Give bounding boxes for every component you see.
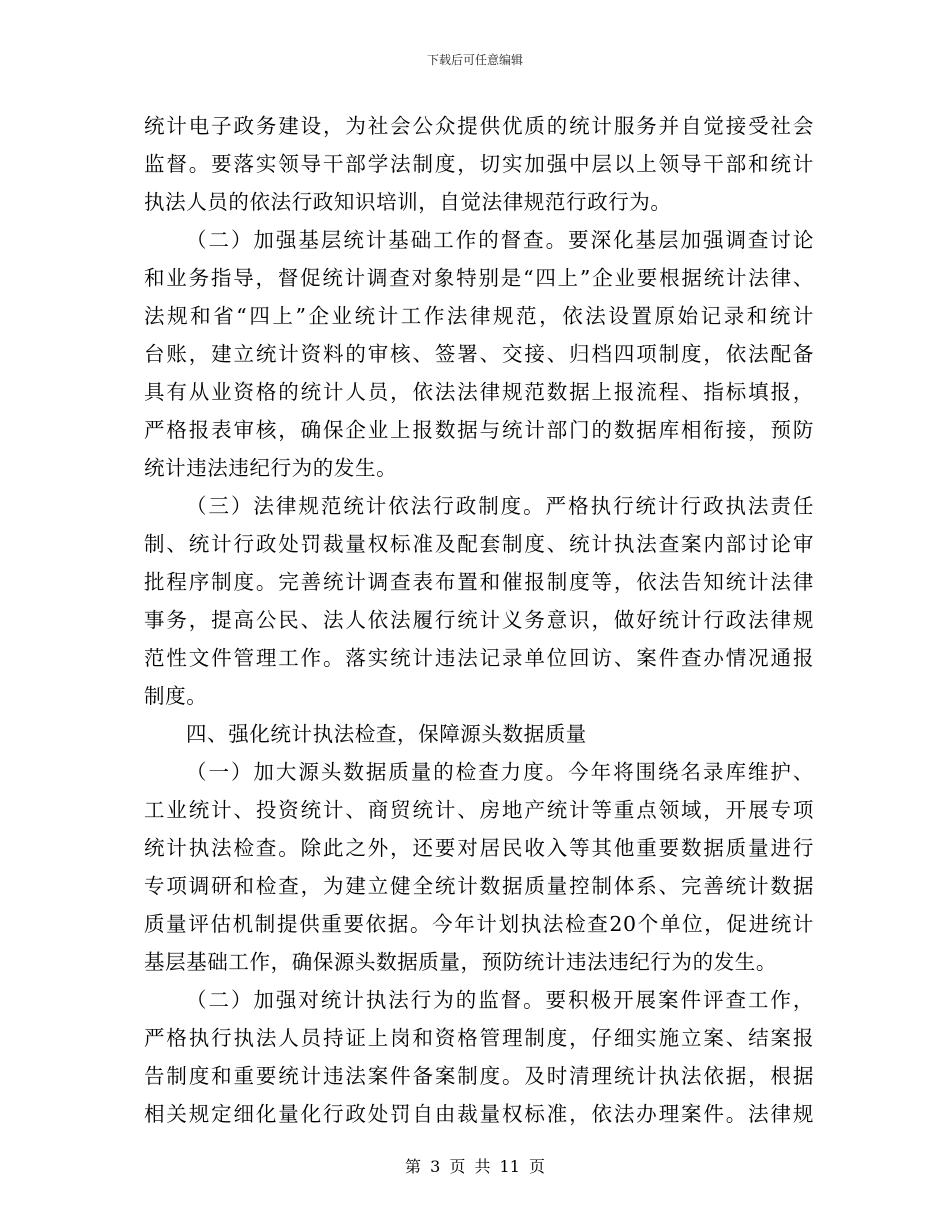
text-line: 法规和省“四上”企业统计工作法律规范，依法设置原始记录和统计 [144, 304, 814, 328]
page-header: 下载后可任意编辑 [426, 53, 523, 67]
text-line: （二）加强基层统计基础工作的督查。要深化基层加强调查讨论 [186, 228, 814, 252]
text-line: 统计执法检查。除此之外，还要对居民收入等其他重要数据质量进行 [144, 836, 814, 860]
text-line: 告制度和重要统计违法案件备案制度。及时清理统计执法依据，根据 [144, 1064, 814, 1088]
text-line: 具有从业资格的统计人员，依法法律规范数据上报流程、指标填报， [144, 380, 814, 404]
text-line: （一）加大源头数据质量的检查力度。今年将围绕名录库维护、 [186, 760, 814, 784]
text-line: 范性文件管理工作。落实统计违法记录单位回访、案件查办情况通报 [144, 646, 814, 670]
text-line: 台账，建立统计资料的审核、签署、交接、归档四项制度，依法配备 [144, 342, 814, 366]
text-line: （三）法律规范统计依法行政制度。严格执行统计行政执法责任 [186, 494, 814, 518]
text-line: 相关规定细化量化行政处罚自由裁量权标准，依法办理案件。法律规 [144, 1102, 814, 1126]
section-heading: 四、强化统计执法检查，保障源头数据质量 [186, 722, 587, 746]
text-line: （二）加强对统计执法行为的监督。要积极开展案件评查工作， [186, 988, 814, 1012]
text-line: 统计违法违纪行为的发生。 [144, 456, 398, 480]
text-line: 质量评估机制提供重要依据。今年计划执法检查20个单位，促进统计 [144, 912, 814, 936]
text-line: 监督。要落实领导干部学法制度，切实加强中层以上领导干部和统计 [144, 152, 814, 176]
text-line: 制度。 [144, 684, 208, 708]
text-line: 基层基础工作，确保源头数据质量，预防统计违法违纪行为的发生。 [144, 950, 777, 974]
text-line: 专项调研和检查，为建立健全统计数据质量控制体系、完善统计数据 [144, 874, 814, 898]
text-line: 制、统计行政处罚裁量权标准及配套制度、统计执法查案内部讨论审 [144, 532, 814, 556]
text-line: 和业务指导，督促统计调查对象特别是“四上”企业要根据统计法律、 [144, 266, 814, 290]
text-line: 工业统计、投资统计、商贸统计、房地产统计等重点领域，开展专项 [144, 798, 814, 822]
text-line: 批程序制度。完善统计调查表布置和催报制度等，依法告知统计法律 [144, 570, 814, 594]
text-line: 事务，提高公民、法人依法履行统计义务意识，做好统计行政法律规 [144, 608, 814, 632]
text-line: 严格执行执法人员持证上岗和资格管理制度，仔细实施立案、结案报 [144, 1026, 814, 1050]
text-line: 严格报表审核，确保企业上报数据与统计部门的数据库相衔接，预防 [144, 418, 814, 442]
text-line: 统计电子政务建设，为社会公众提供优质的统计服务并自觉接受社会 [144, 114, 814, 138]
text-line: 执法人员的依法行政知识培训，自觉法律规范行政行为。 [144, 190, 672, 214]
page-footer: 第 3 页 共 11 页 [405, 1157, 545, 1176]
document-body [144, 107, 814, 1133]
